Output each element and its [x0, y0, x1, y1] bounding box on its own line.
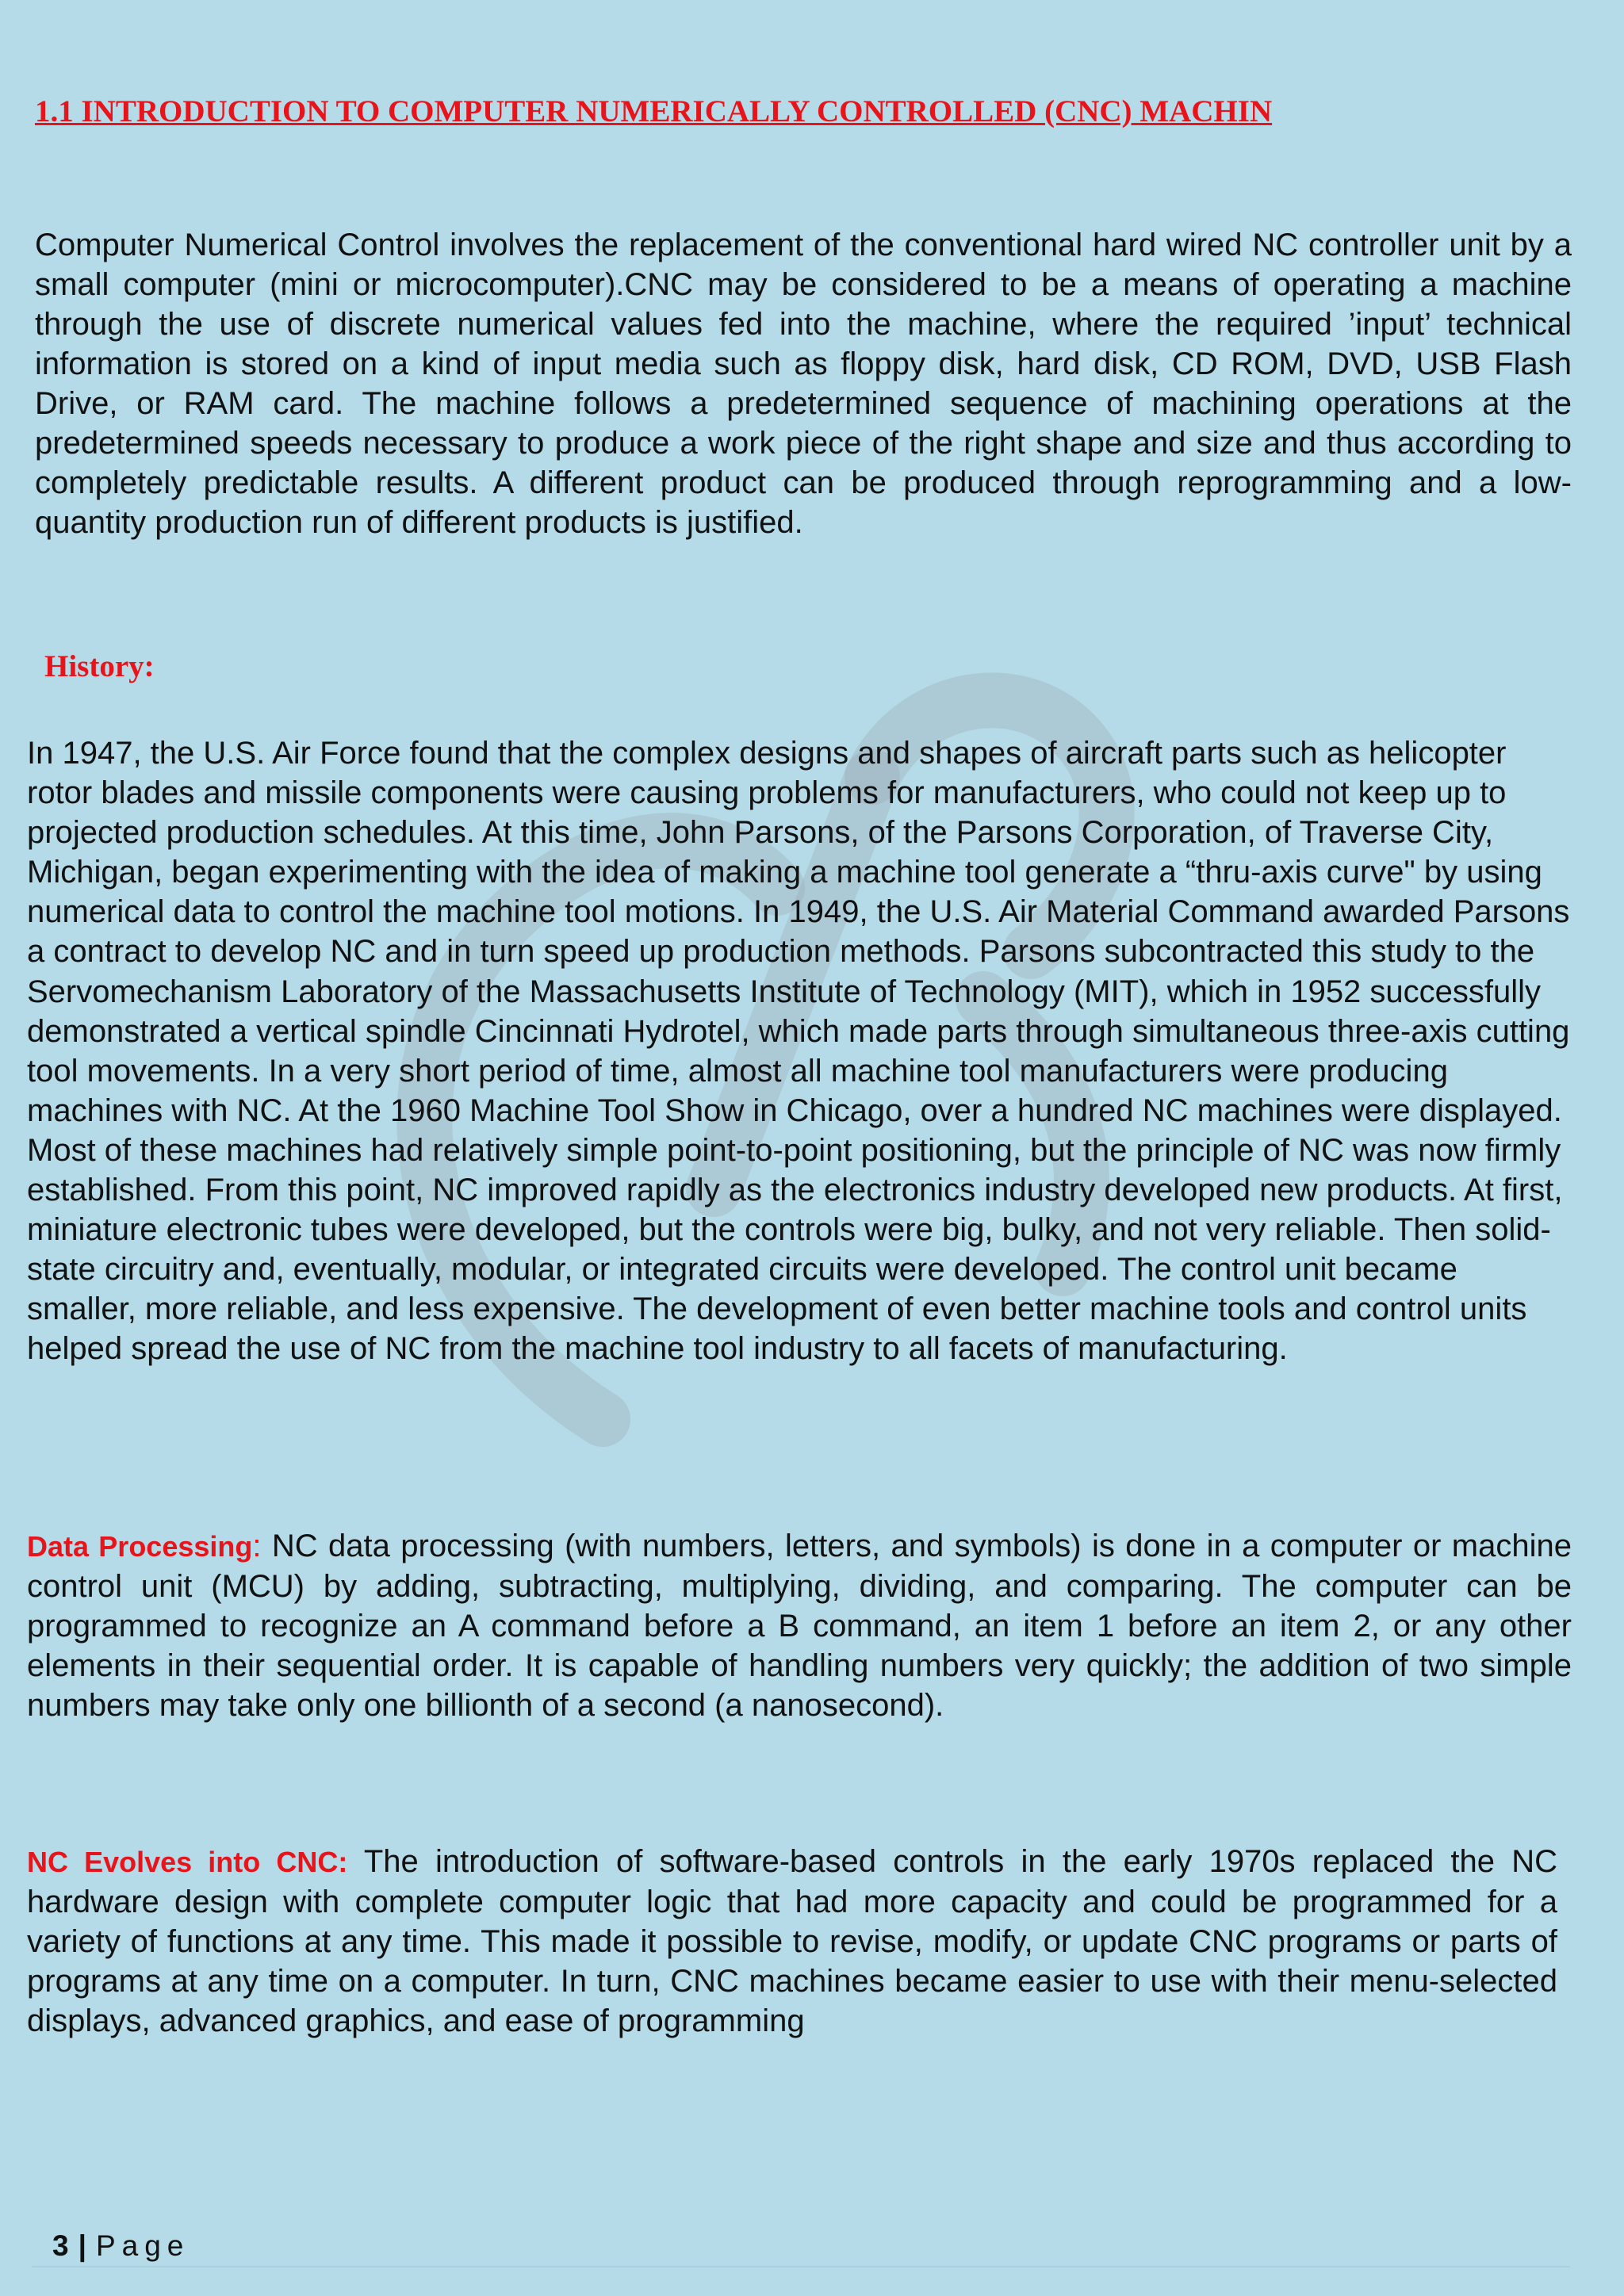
nc-evolves-label: NC Evolves into CNC: — [27, 1846, 348, 1878]
history-paragraph: In 1947, the U.S. Air Force found that the complex designs and shapes of aircraft parts such as helicopter rotor blades and missile components were causing problems for manufacturers, who could not keep up to projected production schedules. At this time, John Parsons, of the Parsons Corporation, of Traverse City, Michigan, began experimenting with the idea of making a machine tool generate a “thru-axis curve" by using numerical data to control the machine tool motions. In 1949, the U.S. Air Material Command awarded Parsons a contract to develop NC and in turn speed up production methods. Parsons subcontracted this study to the Servomechanism Laboratory of the Massachusetts Institute of Technology (MIT), which in 1952 successfully demonstrated a vertical spindle Cincinnati Hydrotel, which made parts through simultaneous three-axis cutting tool movements. In a very short period of time, almost all machine tool manufacturers were producing machines with NC. At the 1960 Machine Tool Show in Chicago, over a hundred NC machines were displayed. Most of these machines had relatively simple point-to-point positioning, but the principle of NC was now firmly established. From this point, NC improved rapidly as the electronics industry developed new products. At first, miniature electronic tubes were developed, but the controls were big, bulky, and not very reliable. Then solid-state circuitry and, eventually, modular, or integrated circuits were developed. The control unit became smaller, more reliable, and less expensive. The development of even better machine tools and control units helped spread the use of NC from the machine tool industry to all facets of manufacturing. — [27, 736, 1570, 1367]
nc-evolves-text: The introduction of software-based controls in the early 1970s replaced the NC hardware design with complete computer logic that had more capacity and could be programmed for a variety of functions at any time. This made it possible to revise, modify, or update CNC programs or parts of programs at any time on a computer. In turn, CNC machines became easier to use with their menu-selected displays, advanced graphics, and ease of programming — [27, 1844, 1557, 2038]
data-processing-text: NC data processing (with numbers, letters, and symbols) is done in a computer or machine control unit (MCU) by adding, subtracting, multiplying, dividing, and comparing. The computer can be programmed to recognize an A command before a B command, an item 1 before an item 2, or any other elements in their sequential order. It is capable of handling numbers very quickly; the addition of two simple numbers may take only one billionth of a second (a nanosecond). — [27, 1529, 1572, 1723]
data-processing-label: Data Processing — [27, 1530, 253, 1563]
data-processing-paragraph — [27, 1526, 1572, 1725]
footer-separator: | — [78, 2229, 86, 2262]
footer-page-label: Page — [95, 2229, 190, 2262]
nc-evolves-paragraph — [27, 1842, 1557, 2041]
data-processing-colon: : — [252, 1529, 262, 1563]
history-heading: History: — [44, 649, 155, 683]
page-number: 3 — [52, 2229, 69, 2262]
intro-paragraph: Computer Numerical Control involves the replacement of the conventional hard wired NC controller unit by a small computer (mini or microcomputer).CNC may be considered to be a means of operating a machine through the use of discrete numerical values fed into the machine, where the required ’input’ technical information is stored on a kind of input media such as floppy disk, hard disk, CD ROM, DVD, USB Flash Drive, or RAM card. The machine follows a predetermined sequence of machining operations at the predetermined speeds necessary to produce a work piece of the right shape and size and thus according to completely predictable results. A different product can be produced through reprogramming and a low-quantity production run of different products is justified. — [35, 228, 1572, 540]
footer-divider — [32, 2266, 1570, 2267]
page-footer — [52, 2229, 190, 2263]
page-heading: 1.1 INTRODUCTION TO COMPUTER NUMERICALLY CONTROLLED (CNC) MACHIN — [35, 94, 1273, 128]
